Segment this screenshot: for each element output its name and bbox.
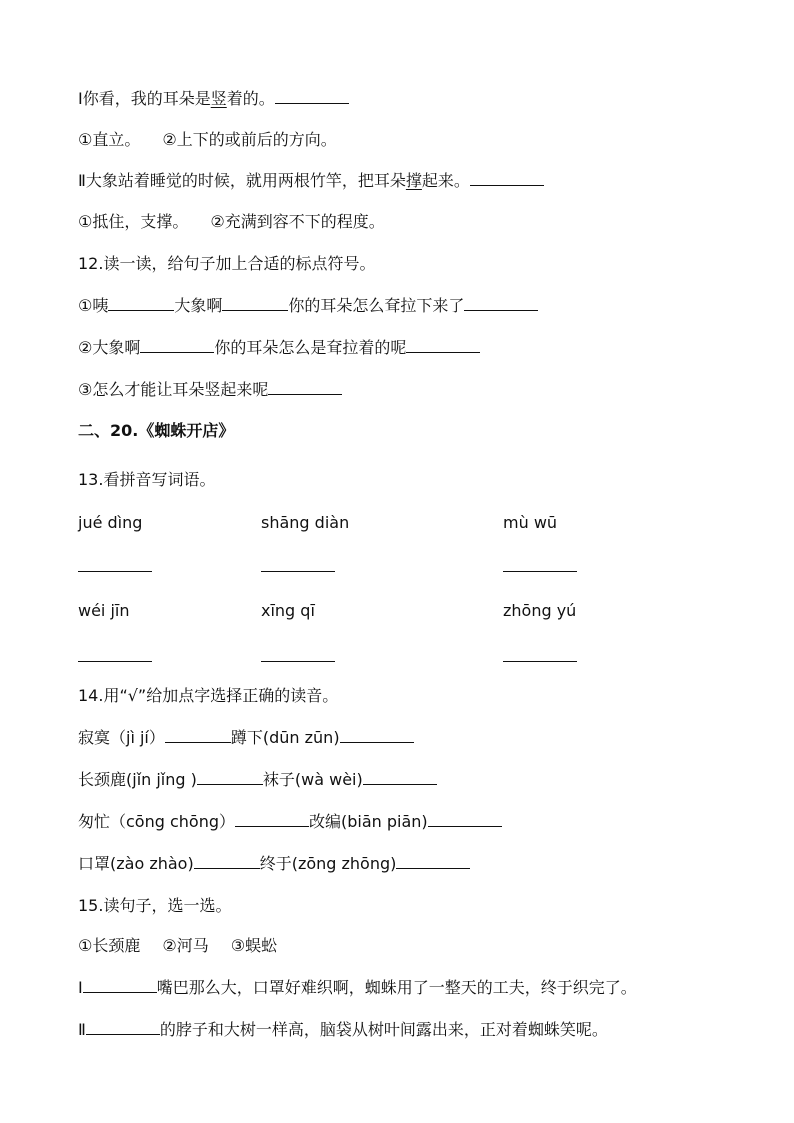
q14-item: 蹲下(dūn zūn) bbox=[230, 728, 340, 747]
option: ②上下的或前后的方向。 bbox=[162, 130, 337, 149]
answer-blank[interactable] bbox=[406, 337, 480, 353]
q14-item: 寂寞（jì jí） bbox=[78, 728, 165, 747]
q11-s1-text-end: 着的。 bbox=[226, 89, 275, 108]
q14-row-4 bbox=[78, 853, 470, 875]
q12-line-3 bbox=[78, 379, 342, 401]
option: ①长颈鹿 bbox=[78, 936, 141, 955]
q15-numeral: Ⅱ bbox=[78, 1020, 86, 1039]
q11-s1-text: Ⅰ你看，我的耳朵是 bbox=[78, 89, 211, 108]
word-blank[interactable] bbox=[503, 556, 577, 578]
word-blank[interactable] bbox=[261, 556, 335, 578]
answer-blank[interactable] bbox=[222, 295, 288, 311]
q11-sentence-2 bbox=[78, 170, 544, 192]
q14-title: 14.用“√”给加点字选择正确的读音。 bbox=[78, 686, 339, 705]
answer-blank[interactable] bbox=[194, 853, 260, 869]
option: ①抵住，支撑。 bbox=[78, 212, 189, 231]
answer-blank[interactable] bbox=[140, 337, 214, 353]
answer-blank[interactable] bbox=[470, 170, 544, 186]
word-blank[interactable] bbox=[78, 646, 152, 668]
answer-blank[interactable] bbox=[235, 811, 309, 827]
q12-line-2 bbox=[78, 337, 480, 359]
q15-text: 嘴巴那么大，口罩好难织啊，蜘蛛用了一整天的工夫，终于织完了。 bbox=[156, 978, 637, 997]
q14-item: 口罩(zào zhào) bbox=[78, 854, 194, 873]
pinyin: zhōng yú bbox=[503, 601, 577, 620]
answer-blank[interactable] bbox=[363, 769, 437, 785]
q15-text: 的脖子和大树一样高，脑袋从树叶间露出来，正对着蜘蛛笑呢。 bbox=[159, 1020, 608, 1039]
answer-blank[interactable] bbox=[197, 769, 263, 785]
q14-item: 匆忙（cōng chōng） bbox=[78, 812, 235, 831]
word-blank[interactable] bbox=[503, 646, 577, 668]
word-blank[interactable] bbox=[261, 646, 335, 668]
option: ②充满到容不下的程度。 bbox=[210, 212, 385, 231]
q14-row-2 bbox=[78, 769, 437, 791]
answer-blank[interactable] bbox=[464, 295, 538, 311]
answer-blank[interactable] bbox=[428, 811, 502, 827]
q11-s2-text: Ⅱ大象站着睡觉的时候，就用两根竹竿，把耳朵 bbox=[78, 171, 406, 190]
answer-blank[interactable] bbox=[275, 88, 349, 104]
q12-text: 你的耳朵怎么是耷拉着的呢 bbox=[214, 338, 407, 357]
q11-sentence-1 bbox=[78, 88, 349, 110]
section-heading: 二、20.《蜘蛛开店》 bbox=[78, 421, 235, 440]
q15-options bbox=[78, 935, 277, 957]
q15-title: 15.读句子，选一选。 bbox=[78, 896, 232, 915]
q14-row-3 bbox=[78, 811, 502, 833]
answer-blank[interactable] bbox=[108, 295, 174, 311]
q15-numeral: Ⅰ bbox=[78, 978, 83, 997]
q11-options-1 bbox=[78, 129, 337, 151]
q15-sentence-1 bbox=[78, 977, 637, 999]
q11-s2-marked-char: 撑 bbox=[405, 171, 422, 190]
answer-blank[interactable] bbox=[340, 727, 414, 743]
option: ②河马 bbox=[162, 936, 209, 955]
answer-blank[interactable] bbox=[83, 977, 157, 993]
q12-text: 大象啊 bbox=[174, 296, 223, 315]
pinyin: shāng diàn bbox=[261, 513, 350, 532]
q12-text: ①咦 bbox=[78, 296, 109, 315]
q14-item: 终于(zōng zhōng) bbox=[259, 854, 397, 873]
word-blank[interactable] bbox=[78, 556, 152, 578]
pinyin: jué dìng bbox=[78, 513, 143, 532]
answer-blank[interactable] bbox=[165, 727, 231, 743]
q12-text: ②大象啊 bbox=[78, 338, 141, 357]
pinyin: xīng qī bbox=[261, 601, 315, 620]
q12-title: 12.读一读，给句子加上合适的标点符号。 bbox=[78, 254, 376, 273]
q13-title: 13.看拼音写词语。 bbox=[78, 470, 216, 489]
q12-text: ③怎么才能让耳朵竖起来呢 bbox=[78, 380, 269, 399]
answer-blank[interactable] bbox=[268, 379, 342, 395]
q14-item: 改编(biān piān) bbox=[309, 812, 428, 831]
q14-item: 袜子(wà wèi) bbox=[262, 770, 363, 789]
pinyin: mù wū bbox=[503, 513, 558, 532]
option: ①直立。 bbox=[78, 130, 141, 149]
q11-s2-text-end: 起来。 bbox=[421, 171, 470, 190]
q14-item: 长颈鹿(jǐn jǐng ) bbox=[78, 770, 197, 789]
q12-text: 你的耳朵怎么耷拉下来了 bbox=[288, 296, 465, 315]
q15-sentence-2 bbox=[78, 1019, 608, 1041]
q12-line-1 bbox=[78, 295, 538, 317]
q11-s1-marked-char: 竖 bbox=[210, 89, 227, 108]
pinyin: wéi jīn bbox=[78, 601, 130, 620]
q14-row-1 bbox=[78, 727, 414, 749]
answer-blank[interactable] bbox=[86, 1019, 160, 1035]
option: ③蜈蚣 bbox=[230, 936, 278, 955]
answer-blank[interactable] bbox=[396, 853, 470, 869]
q11-options-2 bbox=[78, 211, 385, 233]
